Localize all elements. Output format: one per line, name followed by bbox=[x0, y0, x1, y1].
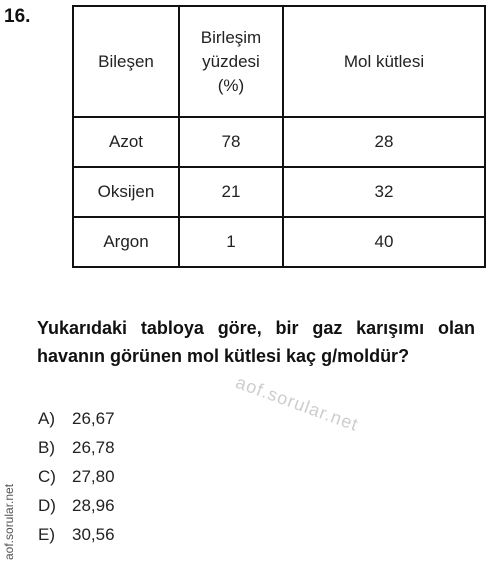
table-row bbox=[73, 167, 485, 217]
cell-molar-mass: 28 bbox=[283, 117, 485, 167]
cell-component: Oksijen bbox=[73, 167, 179, 217]
option-letter: A) bbox=[38, 408, 55, 428]
question-number: 16. bbox=[4, 6, 31, 27]
header-composition-line2: yüzdesi bbox=[202, 51, 260, 71]
option-b[interactable] bbox=[38, 433, 115, 462]
data-table bbox=[72, 5, 486, 268]
header-composition-line1: Birleşim bbox=[200, 27, 262, 47]
option-value: 28,96 bbox=[72, 495, 115, 515]
cell-percent: 1 bbox=[179, 217, 283, 267]
table-row bbox=[73, 117, 485, 167]
option-value: 26,78 bbox=[72, 437, 115, 457]
question-text: Yukarıdaki tabloya göre, bir gaz karışımı olan havanın görünen mol kütlesi kaç g/moldür? bbox=[37, 318, 475, 366]
cell-component: Azot bbox=[73, 117, 179, 167]
option-value: 30,56 bbox=[72, 524, 115, 544]
header-component: Bileşen bbox=[73, 6, 179, 117]
cell-component: Argon bbox=[73, 217, 179, 267]
option-a[interactable] bbox=[38, 404, 115, 433]
table-header-row bbox=[73, 6, 485, 117]
header-molar-mass: Mol kütlesi bbox=[283, 6, 485, 117]
table-row bbox=[73, 217, 485, 267]
answer-options bbox=[38, 404, 115, 549]
option-letter: C) bbox=[38, 466, 56, 486]
cell-molar-mass: 40 bbox=[283, 217, 485, 267]
cell-percent: 78 bbox=[179, 117, 283, 167]
watermark-side: aof.sorular.net bbox=[2, 483, 16, 560]
option-d[interactable] bbox=[38, 491, 115, 520]
option-letter: E) bbox=[38, 524, 55, 544]
option-value: 26,67 bbox=[72, 408, 115, 428]
header-composition-line3: (%) bbox=[217, 75, 245, 95]
option-e[interactable] bbox=[38, 520, 115, 549]
cell-molar-mass: 32 bbox=[283, 167, 485, 217]
option-letter: D) bbox=[38, 495, 56, 515]
option-c[interactable] bbox=[38, 462, 115, 491]
watermark-diagonal: aof.sorular.net bbox=[233, 372, 362, 435]
option-letter: B) bbox=[38, 437, 55, 457]
cell-percent: 21 bbox=[179, 167, 283, 217]
header-composition bbox=[179, 6, 283, 117]
option-value: 27,80 bbox=[72, 466, 115, 486]
